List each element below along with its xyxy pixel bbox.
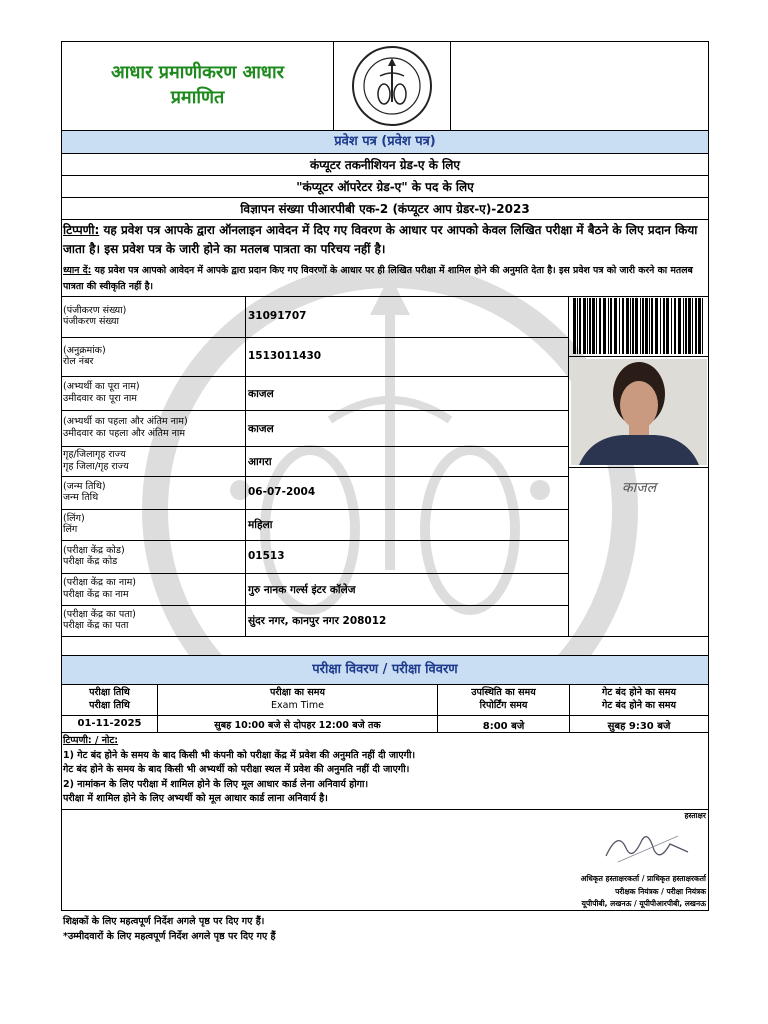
field-value: आगरा xyxy=(248,455,272,468)
field-value: काजल xyxy=(248,422,274,435)
exam-details-heading: परीक्षा विवरण / परीक्षा विवरण xyxy=(62,656,708,684)
exam-notes: टिप्पणी: / नोट: 1) गेट बंद होने के समय के बाद किसी भी कंपनी को परीक्षा केंद्र में प्रवेश की अनुमति नहीं दी जाएगी। गेट बंद होने के समय के बाद किसी भी अभ्यर्थी को परीक्षा स्थल में प्रवेश की अनुमति नहीं दी जाएगी। 2) नामांकन के लिए परीक्षा में शामिल होने के लिए मूल आधार कार्ड लेना अनिवार्य होगा। परीक्षा में शामिल होने के लिए अभ्यर्थी को मूल आधार कार्ड लाना अनिवार्य है। xyxy=(63,735,416,804)
field-label: (परीक्षा केंद्र कोड) परीक्षा केंद्र कोड xyxy=(63,544,125,567)
exam-time-value: सुबह 10:00 बजे से दोपहर 12:00 बजे तक xyxy=(214,720,381,731)
exam-date-header: परीक्षा तिथि परीक्षा तिथि xyxy=(89,687,130,711)
footer-instructions: शिक्षकों के लिए महत्वपूर्ण निर्देश अगले पृष्ठ पर दिए गए हैं। *उम्मीदवारों के लिए महत्वपूर्ण निर्देश अगले पृष्ठ पर दिए गए हैं xyxy=(63,916,276,942)
field-value: सुंदर नगर, कानपुर नगर 208012 xyxy=(248,615,387,627)
post-line-1: कंप्यूटर तकनीशियन ग्रेड-ए के लिए xyxy=(309,158,461,172)
field-label: (परीक्षा केंद्र का पता) परीक्षा केंद्र का पता xyxy=(63,608,136,631)
admit-card-heading: प्रवेश पत्र (प्रवेश पत्र) xyxy=(62,131,708,153)
barcode xyxy=(571,298,707,354)
admit-note: टिप्पणी: यह प्रवेश पत्र आपके द्वारा ऑनलाइन आवेदन में दिए गए विवरण के आधार पर आपको केवल लिखित परीक्षा में बैठने के लिए प्रदान किया जाता है। इस प्रवेश पत्र के जारी होने का मतलब पात्रता का परिचय नहीं है। xyxy=(63,223,698,256)
field-label: (जन्म तिथि) जन्म तिथि xyxy=(63,480,106,503)
advertisement-number: विज्ञापन संख्या पीआरपीबी एक-2 (कंप्यूटर आप ग्रेडर-ए)-2023 xyxy=(240,202,530,216)
header-title: आधार प्रमाणीकरण आधार प्रमाणित xyxy=(110,62,285,108)
field-value: काजल xyxy=(248,387,274,400)
field-value: 01513 xyxy=(248,550,285,562)
field-value: गुरु नानक गर्ल्स इंटर कॉलेज xyxy=(248,583,356,596)
field-label: (परीक्षा केंद्र का नाम) परीक्षा केंद्र का नाम xyxy=(63,577,136,600)
gate-close-header: गेट बंद होने का समय गेट बंद होने का समय xyxy=(602,687,676,711)
post-line-2: "कंप्यूटर ऑपरेटर ग्रेड-ए" के पद के लिए xyxy=(296,180,474,194)
authority-signature xyxy=(598,822,694,870)
field-label: (लिंग) लिंग xyxy=(63,512,85,535)
exam-time-header: परीक्षा का समय Exam Time xyxy=(270,687,325,711)
candidate-signature: काजल xyxy=(621,480,657,496)
attention-note: ध्यान दें: यह प्रवेश पत्र आपको आवेदन में आपके द्वारा प्रदान किए गए विवरणों के आधार पर ही लिखित परीक्षा में शामिल होने की अनुमति देता है। इस प्रवेश पत्र को जारी करने का मतलब पात्रता की स्वीकृति नहीं है। xyxy=(63,265,693,292)
board-seal-logo xyxy=(340,44,444,128)
reporting-time-header: उपस्थिति का समय रिपोर्टिंग समय xyxy=(471,687,536,711)
exam-date-value: 01-11-2025 xyxy=(77,718,142,729)
field-value: 1513011430 xyxy=(248,350,322,362)
signature-label: हस्ताक्षर xyxy=(684,811,706,820)
reporting-time-value: 8:00 बजे xyxy=(482,721,525,732)
field-value: महिला xyxy=(248,519,273,531)
gate-close-value: सुबह 9:30 बजे xyxy=(607,721,671,732)
field-value: 31091707 xyxy=(248,310,307,322)
authority-designation: अधिकृत हस्ताक्षरकर्ता / प्राधिकृत हस्ताक्षरकर्ता परीक्षक नियंत्रक / परीक्षा नियंत्रक यूपीपीबी, लखनऊ / यूपीपीआरपीबी, लखनऊ xyxy=(580,874,706,908)
field-label: गृह/जिलागृह राज्य गृह जिला/गृह राज्य xyxy=(63,449,129,472)
field-label: (अभ्यर्थी का पूरा नाम) उमीदवार का पूरा नाम xyxy=(63,381,140,404)
field-label: (पंजीकरण संख्या) पंजीकरण संख्या xyxy=(63,304,127,327)
field-label: (अभ्यर्थी का पहला और अंतिम नाम) उमीदवार का पहला और अंतिम नाम xyxy=(63,416,188,439)
field-value: 06-07-2004 xyxy=(248,486,316,498)
field-label: (अनुक्रमांक) रोल नंबर xyxy=(63,344,106,367)
candidate-photo xyxy=(571,359,707,465)
